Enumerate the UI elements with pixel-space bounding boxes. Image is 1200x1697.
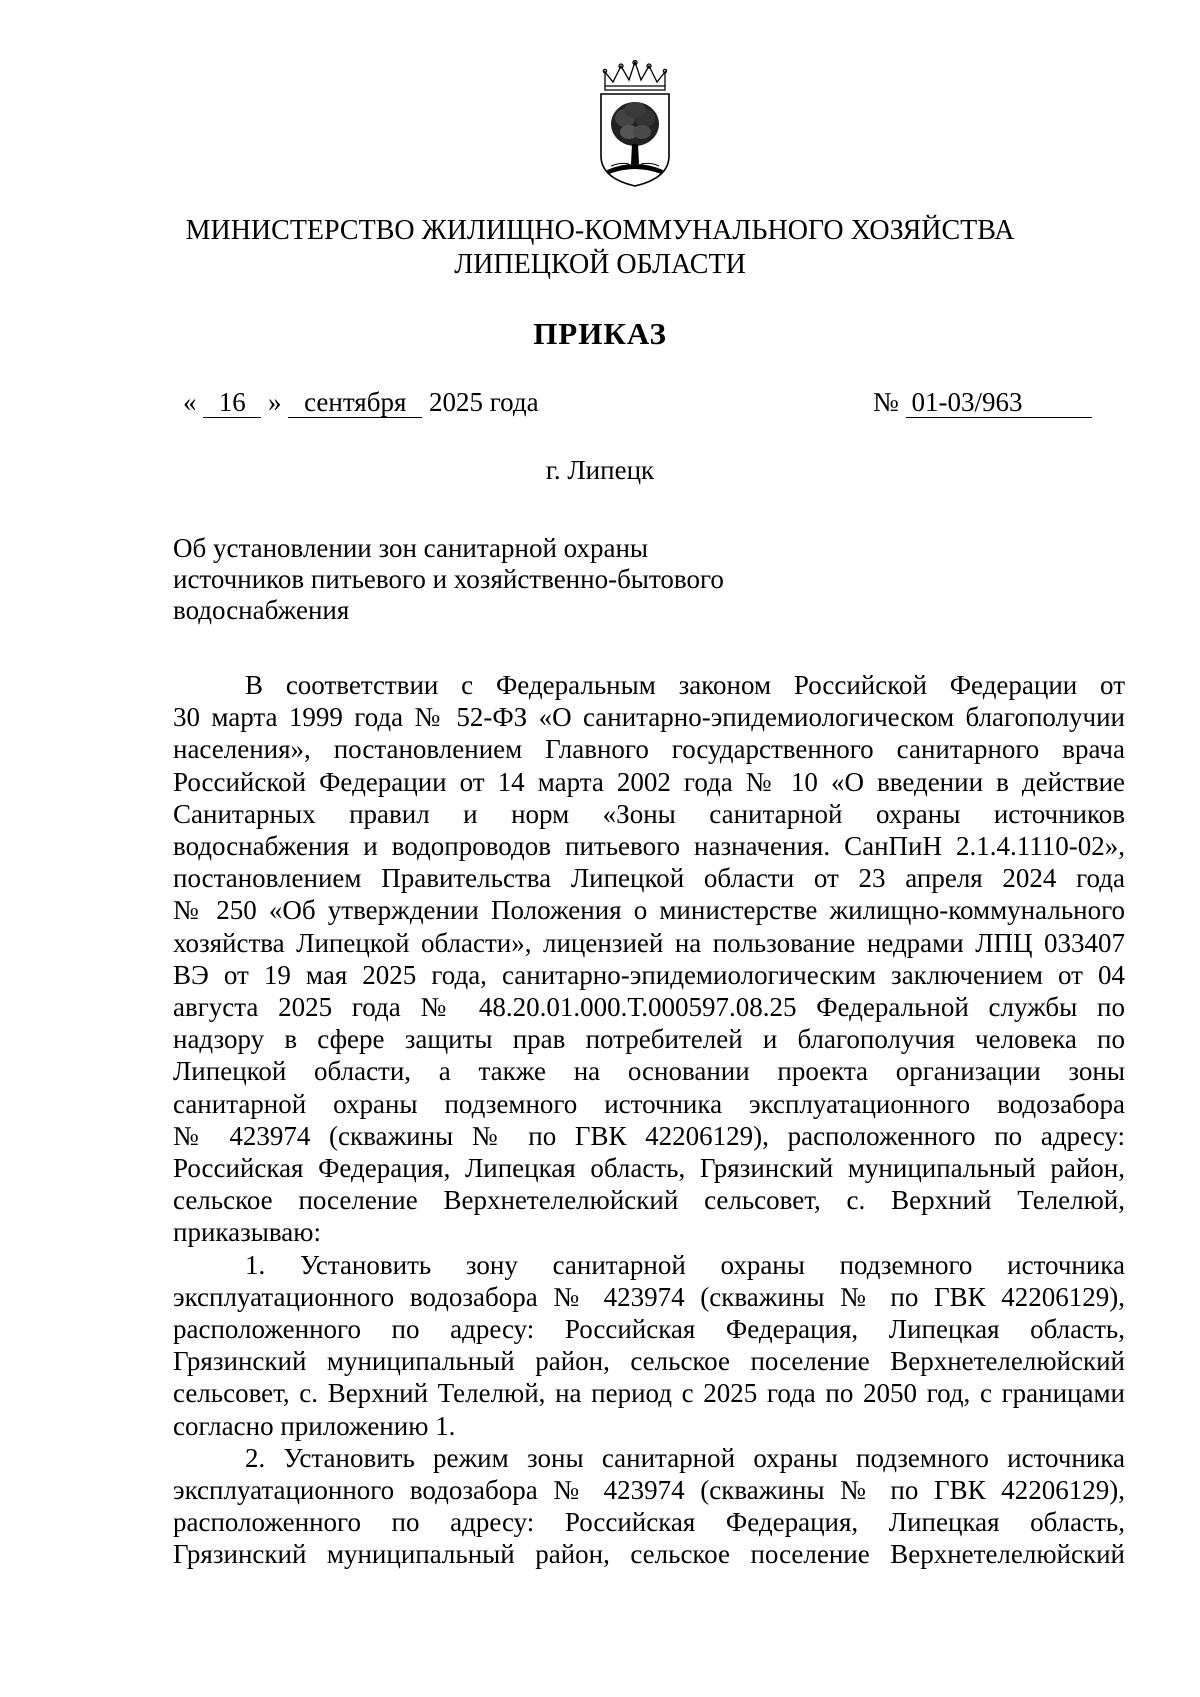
body-line: согласно приложению 1. [173, 1410, 456, 1441]
body-line: эксплуатационного водозабора № 423974 (скважины № по ГВК 42206129), [173, 1281, 1125, 1312]
document-date [183, 385, 539, 419]
body-line: населения», постановлением Главного государственного санитарного врача [173, 734, 1125, 765]
body-line: 1. Установить зону санитарной охраны подземного источника [245, 1249, 1125, 1280]
body-line: санитарной охраны подземного источника эксплуатационного водозабора [173, 1088, 1125, 1119]
body-line: Липецкой области, а также на основании проекта организации зоны [173, 1056, 1125, 1087]
body-line: водоснабжения и водопроводов питьевого назначения. СанПиН 2.1.4.1110-02», [173, 831, 1125, 862]
body-line: № 423974 (скважины № по ГВК 42206129), расположенного по адресу: [173, 1120, 1125, 1151]
date-day: 16 [203, 387, 261, 418]
date-year: 2025 года [429, 387, 539, 417]
coat-of-arms-icon [595, 60, 675, 188]
subject-line: Об установлении зон санитарной охраны [173, 533, 649, 563]
body-line: Грязинский муниципальный район, сельское поселение Верхнетелелюйский [173, 1346, 1125, 1377]
document-subject [173, 533, 724, 626]
document-number [873, 385, 1092, 419]
date-quote-open: « [183, 387, 197, 417]
body-line: августа 2025 года № 48.20.01.000.Т.000597.08.25 Федеральной службы по [173, 992, 1125, 1023]
body-line: Санитарных правил и норм «Зоны санитарной охраны источников [173, 798, 1125, 829]
body-line: сельское поселение Верхнетелелюйский сельсовет, с. Верхний Телелюй, [173, 1185, 1125, 1216]
ministry-line: МИНИСТЕРСТВО ЖИЛИЩНО-КОММУНАЛЬНОГО ХОЗЯЙСТВА [185, 215, 1015, 246]
subject-line: водоснабжения [173, 595, 350, 625]
document-type-title: ПРИКАЗ [533, 316, 667, 351]
body-line: В соответствии с Федеральным законом Российской Федерации от [245, 670, 1125, 700]
body-line: расположенного по адресу: Российская Федерация, Липецкая область, [173, 1314, 1125, 1345]
body-line: хозяйства Липецкой области», лицензией на пользование недрами ЛПЦ 033407 [173, 927, 1125, 958]
number-value: 01-03/963 [906, 387, 1092, 418]
body-line: сельсовет, с. Верхний Телелюй, на период с 2025 года по 2050 год, с границами [173, 1378, 1125, 1409]
body-line: надзору в сфере защиты прав потребителей и благополучия человека по [173, 1024, 1125, 1055]
document-body [173, 669, 1125, 1571]
ministry-name [150, 214, 1050, 282]
ministry-line: ЛИПЕЦКОЙ ОБЛАСТИ [454, 249, 746, 280]
body-line: расположенного по адресу: Российская Федерация, Липецкая область, [173, 1507, 1125, 1538]
body-line: Российской Федерации от 14 марта 2002 года № 10 «О введении в действие [173, 766, 1125, 797]
document-city: г. Липецк [545, 455, 655, 485]
body-line: 2. Установить режим зоны санитарной охраны подземного источника [245, 1442, 1125, 1473]
date-quote-close: » [268, 387, 282, 417]
body-line: постановлением Правительства Липецкой области от 23 апреля 2024 года [173, 863, 1125, 894]
subject-line: источников питьевого и хозяйственно-бытового [173, 564, 724, 594]
body-line: эксплуатационного водозабора № 423974 (скважины № по ГВК 42206129), [173, 1475, 1125, 1506]
date-month: сентября [288, 387, 422, 418]
body-line: № 250 «Об утверждении Положения о министерстве жилищно-коммунального [173, 895, 1125, 926]
number-sign: № [873, 387, 899, 417]
body-line: 30 марта 1999 года № 52-ФЗ «О санитарно-эпидемиологическом благополучии [173, 702, 1125, 733]
body-line: Грязинский муниципальный район, сельское поселение Верхнетелелюйский [173, 1539, 1125, 1570]
body-line: приказываю: [173, 1217, 321, 1248]
body-line: Российская Федерация, Липецкая область, Грязинский муниципальный район, [173, 1153, 1125, 1184]
body-line: ВЭ от 19 мая 2025 года, санитарно-эпидемиологическим заключением от 04 [173, 959, 1125, 990]
